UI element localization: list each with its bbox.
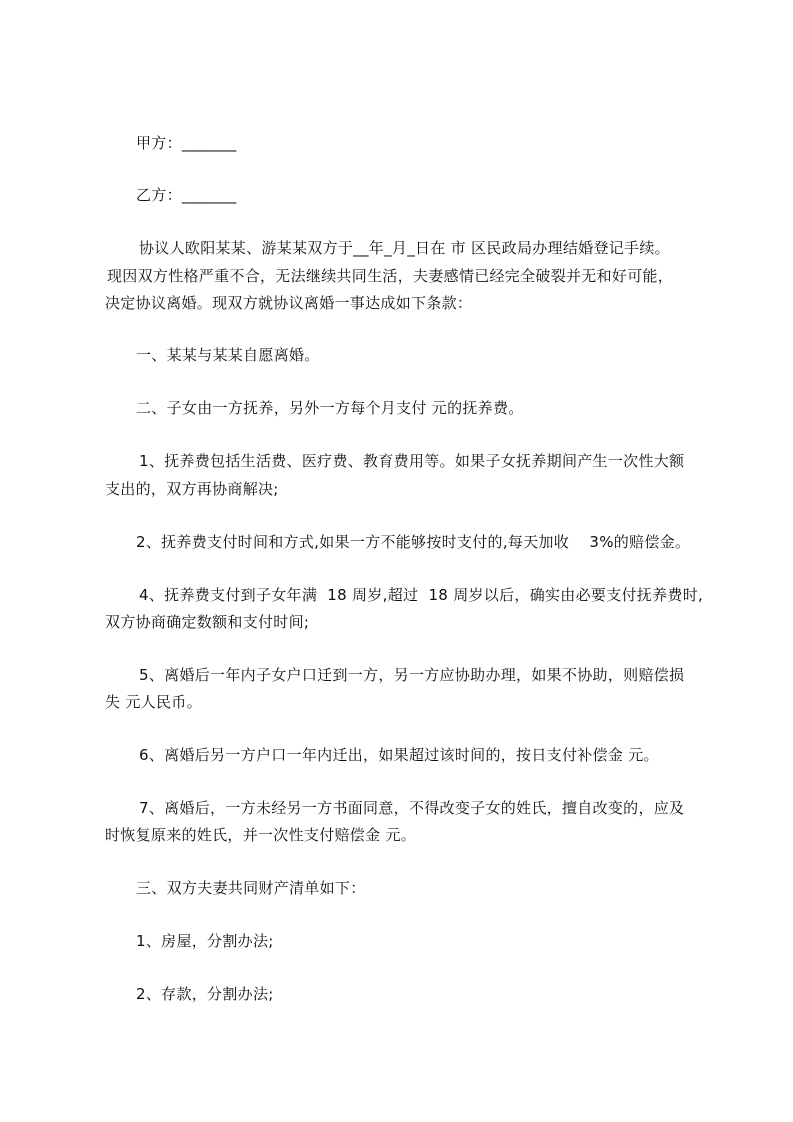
item-1-line-1: 1、抚养费包括生活费、医疗费、教育费用等。如果子女抚养期间产生一次性大额 xyxy=(139,452,685,470)
item-7-line-1: 7、离婚后，一方未经另一方书面同意，不得改变子女的姓氏，擅自改变的，应及 xyxy=(139,799,685,817)
party-a-line: 甲方：_______ xyxy=(136,134,237,152)
item-4-line-2: 双方协商确定数额和支付时间; xyxy=(105,613,310,631)
intro-line-3: 决定协议离婚。现双方就协议离婚一事达成如下条款： xyxy=(105,294,473,312)
intro-line-2: 现因双方性格严重不合，无法继续共同生活，夫妻感情已经完全破裂并无和好可能， xyxy=(107,267,674,285)
item-4-line-1: 4、抚养费支付到子女年满 18 周岁,超过 18 周岁以后，确实由必要支付抚养费时, xyxy=(139,586,704,604)
party-b-line: 乙方：_______ xyxy=(136,186,237,204)
property-1: 1、房屋，分割办法; xyxy=(136,932,274,950)
item-6: 6、离婚后另一方户口一年内迁出，如果超过该时间的，按日支付补偿金 元。 xyxy=(139,746,659,764)
item-7-line-2: 时恢复原来的姓氏，并一次性支付赔偿金 元。 xyxy=(105,826,417,844)
clause-2: 二、子女由一方抚养，另外一方每个月支付 元的抚养费。 xyxy=(136,399,524,417)
item-5-line-2: 失 元人民币。 xyxy=(105,693,202,711)
property-2: 2、存款，分割办法; xyxy=(136,985,274,1003)
item-2: 2、抚养费支付时间和方式,如果一方不能够按时支付的,每天加收 3%的赔偿金。 xyxy=(136,533,691,551)
intro-line-1: 协议人欧阳某某、游某某双方于__年_月_日在 市 区民政局办理结婚登记手续。 xyxy=(139,239,670,257)
clause-1: 一、某某与某某自愿离婚。 xyxy=(136,346,320,364)
item-5-line-1: 5、离婚后一年内子女户口迁到一方，另一方应协助办理，如果不协助，则赔偿损 xyxy=(139,666,685,684)
item-1-line-2: 支出的，双方再协商解决; xyxy=(105,480,279,498)
clause-3: 三、双方夫妻共同财产清单如下： xyxy=(136,879,366,897)
